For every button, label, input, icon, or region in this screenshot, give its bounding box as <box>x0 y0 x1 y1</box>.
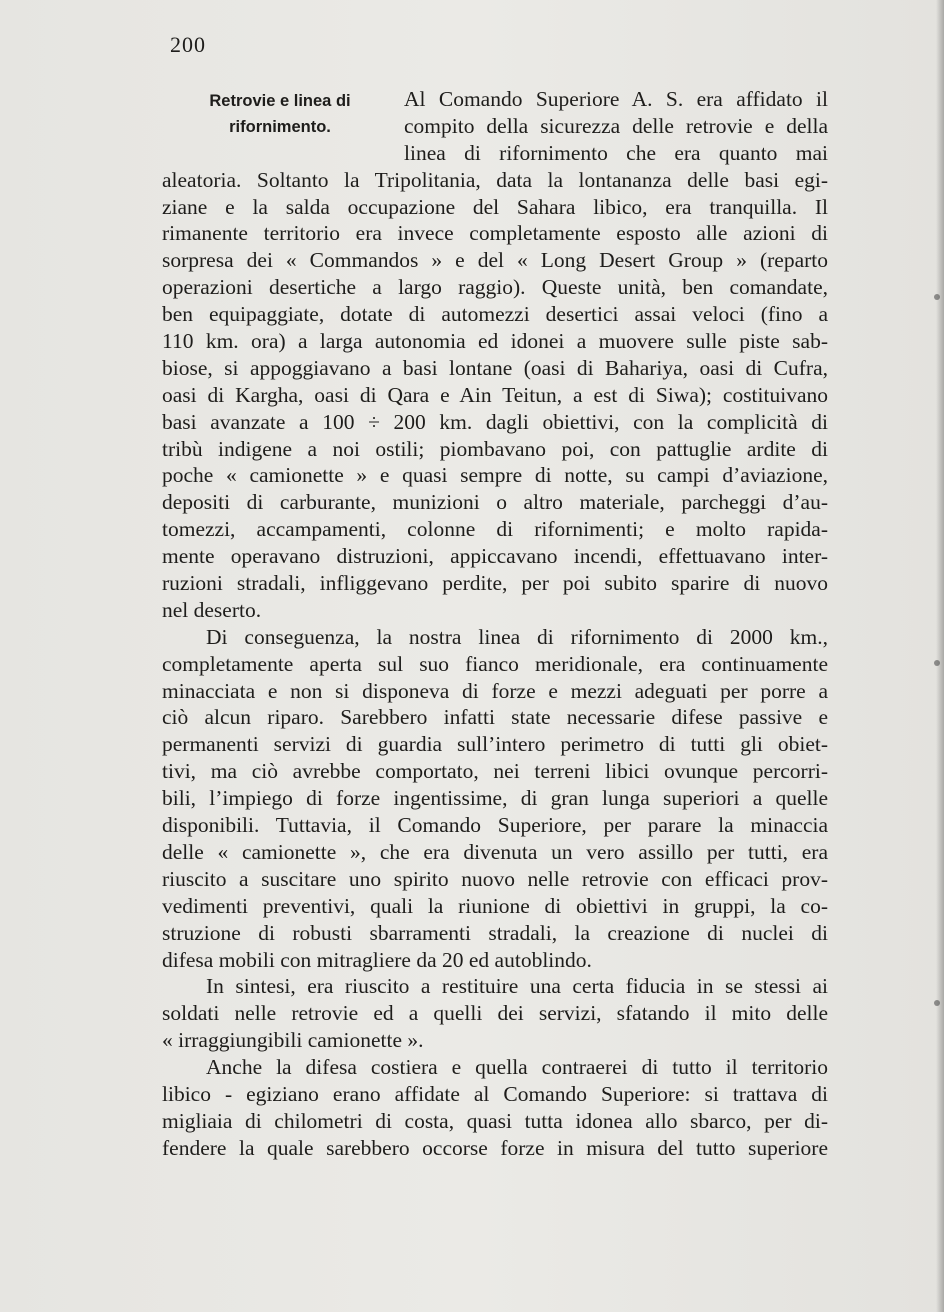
text-line: tomezzi, accampamenti, colonne di rifornimenti; e molto rapida- <box>162 517 828 542</box>
text-line: tivi, ma ciò avrebbe comportato, nei terreni libici ovunque percorri- <box>162 759 828 784</box>
text-line: aleatoria. Soltanto la Tripolitania, data la lontananza delle basi egi- <box>162 167 828 192</box>
text-line: poche « camionette » e quasi sempre di notte, su campi d’aviazione, <box>162 463 828 488</box>
text-line: mente operavano distruzioni, appiccavano incendi, effettuavano inter- <box>162 544 828 569</box>
text-line: struzione di robusti sbarramenti stradali, la creazione di nuclei di <box>162 920 828 945</box>
text-line: rimanente territorio era invece completamente esposto alle azioni di <box>162 221 828 246</box>
scan-speck <box>934 660 940 666</box>
text-line: In sintesi, era riuscito a restituire una certa fiducia in se stessi ai <box>206 974 828 999</box>
text-line: 110 km. ora) a larga autonomia ed idonei a muovere sulle piste sab- <box>162 329 828 354</box>
text-line: compito della sicurezza delle retrovie e della <box>404 113 828 138</box>
text-line: ciò alcun riparo. Sarebbero infatti state necessarie difese passive e <box>162 705 828 730</box>
page-edge-shadow <box>936 0 944 1312</box>
text-line: disponibili. Tuttavia, il Comando Superiore, per parare la minaccia <box>162 813 828 838</box>
margin-heading-line: rifornimento. <box>229 118 331 136</box>
body-text <box>162 86 828 1162</box>
text-line: operazioni desertiche a largo raggio). Queste unità, ben comandate, <box>162 275 828 300</box>
scan-speck <box>934 294 940 300</box>
text-line: nel deserto. <box>162 597 262 622</box>
text-line: Anche la difesa costiera e quella contraerei di tutto il territorio <box>206 1055 828 1080</box>
text-line: tribù indigene a noi ostili; piombavano poi, con pattuglie ardite di <box>162 436 828 461</box>
text-line: soldati nelle retrovie ed a quelli dei servizi, sfatando il mito delle <box>162 1001 828 1026</box>
text-line: minacciata e non si disponeva di forze e mezzi adeguati per porre a <box>162 678 828 703</box>
text-line: « irraggiungibili camionette ». <box>162 1028 424 1053</box>
text-line: vedimenti preventivi, quali la riunione di obiettivi in gruppi, la co- <box>162 893 828 918</box>
text-line: sorpresa dei « Commandos » e del « Long Desert Group » (reparto <box>162 248 828 273</box>
text-line: ben equipaggiate, dotate di automezzi desertici assai veloci (fino a <box>162 302 828 327</box>
text-line: ruzioni stradali, infliggevano perdite, per poi subito sparire di nuovo <box>162 571 828 596</box>
scan-speck <box>934 1000 940 1006</box>
text-line: Di conseguenza, la nostra linea di rifornimento di 2000 km., <box>206 624 828 649</box>
text-line: Al Comando Superiore A. S. era affidato il <box>404 87 828 111</box>
text-line: completamente aperta sul suo fianco meridionale, era continuamente <box>162 651 828 676</box>
text-line: bili, l’impiego di forze ingentissime, di gran lunga superiori a quelle <box>162 786 828 811</box>
text-line: linea di rifornimento che era quanto mai <box>404 140 828 165</box>
text-line: riuscito a suscitare uno spirito nuovo nelle retrovie con efficaci prov- <box>162 866 828 891</box>
text-line: fendere la quale sarebbero occorse forze in misura del tutto superiore <box>162 1135 828 1160</box>
text-line: libico - egiziano erano affidate al Comando Superiore: si trattava di <box>162 1081 828 1106</box>
text-line: biose, si appoggiavano a basi lontane (oasi di Bahariya, oasi di Cufra, <box>162 355 828 380</box>
text-line: difesa mobili con mitragliere da 20 ed autoblindo. <box>162 947 592 972</box>
text-line: permanenti servizi di guardia sull’intero perimetro di tutti gli obiet- <box>162 732 828 757</box>
margin-heading-line: Retrovie e linea di <box>209 92 351 110</box>
text-line: basi avanzate a 100 ÷ 200 km. dagli obiettivi, con la complicità di <box>162 409 828 434</box>
text-line: migliaia di chilometri di costa, quasi tutta idonea allo sbarco, per di- <box>162 1108 828 1133</box>
page-number: 200 <box>170 32 206 57</box>
text-line: delle « camionette », che era divenuta un vero assillo per tutti, era <box>162 839 828 864</box>
text-line: ziane e la salda occupazione del Sahara libico, era tranquilla. Il <box>162 194 828 219</box>
text-line: depositi di carburante, munizioni o altro materiale, parcheggi d’au- <box>162 490 828 515</box>
text-line: oasi di Kargha, oasi di Qara e Ain Teitun, a est di Siwa); costituivano <box>162 382 828 407</box>
